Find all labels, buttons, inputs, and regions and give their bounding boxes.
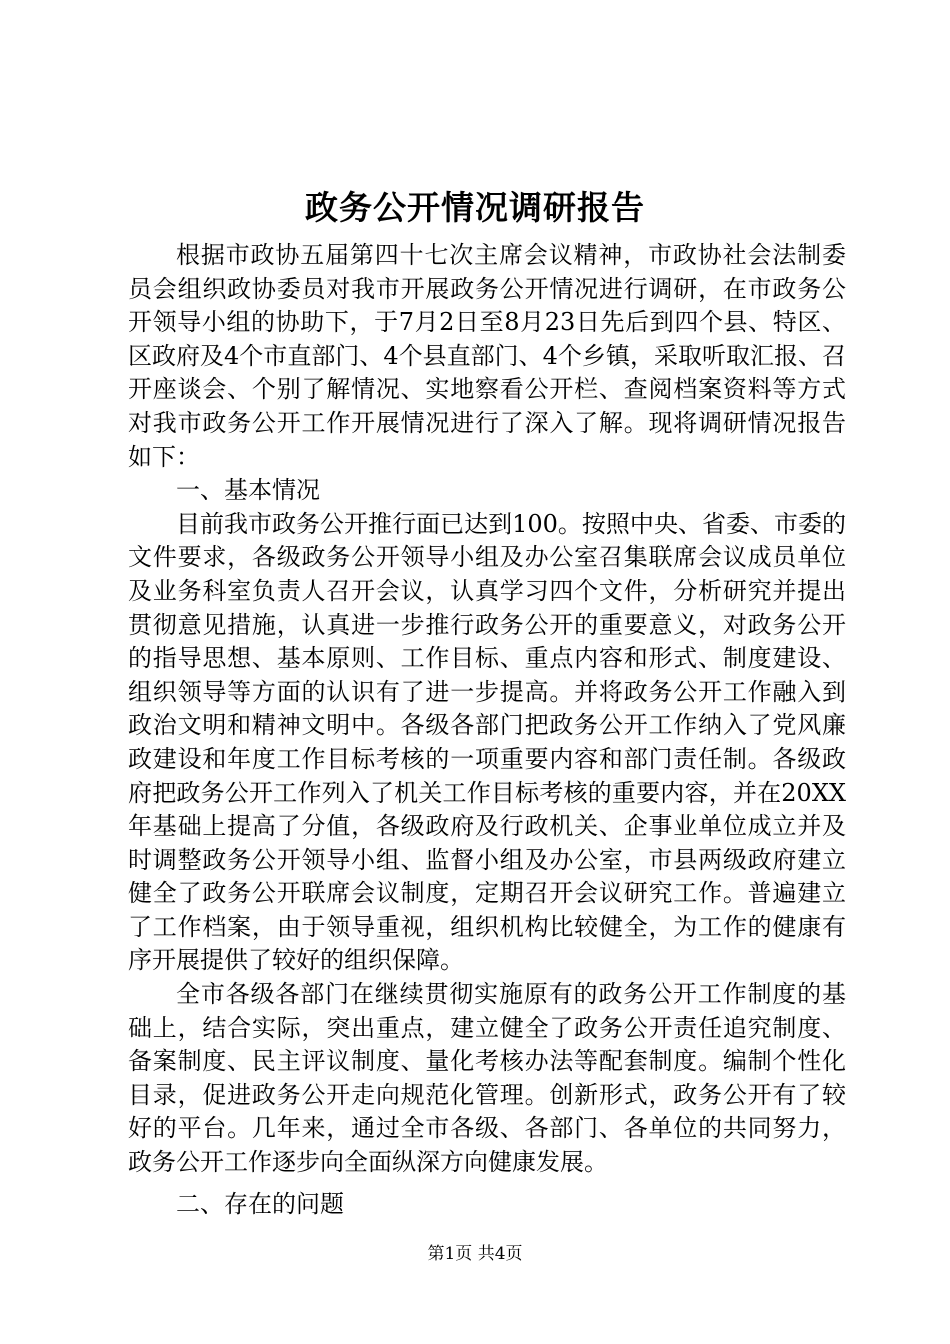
document-title: 政务公开情况调研报告 bbox=[305, 188, 645, 227]
intro-paragraph: 根据市政协五届第四十七次主席会议精神，市政协社会法制委员会组织政协委员对我市开展政务公开情况进行调研，在市政务公开领导小组的协助下，于7月2日至8月23日先后到四个县、特区、区政府及4个市直部门、4个县直部门、4个乡镇，采取听取汇报、召开座谈会、个别了解情况、实地察看公开栏、查阅档案资料等方式对我市政务公开工作开展情况进行了深入了解。现将调研情况报告如下： bbox=[128, 241, 846, 471]
section-heading-basic-situation: 一、基本情况 bbox=[176, 476, 320, 505]
basic-situation-paragraph-1: 目前我市政务公开推行面已达到100。按照中央、省委、市委的文件要求，各级政务公开领导小组及办公室召集联席会议成员单位及业务科室负责人召开会议，认真学习四个文件，分析研究并提出贯彻意见措施，认真进一步推行政务公开的重要意义，对政务公开的指导思想、基本原则、工作目标、重点内容和形式、制度建设、组织领导等方面的认识有了进一步提高。并将政务公开工作融入到政治文明和精神文明中。各级各部门把政务公开工作纳入了党风廉政建设和年度工作目标考核的一项重要内容和部门责任制。各级政府把政务公开工作列入了机关工作目标考核的重要内容，并在20XX年基础上提高了分值，各级政府及行政机关、企事业单位成立并及时调整政务公开领导小组、监督小组及办公室，市县两级政府建立健全了政务公开联席会议制度，定期召开会议研究工作。普遍建立了工作档案，由于领导重视，组织机构比较健全，为工作的健康有序开展提供了较好的组织保障。 bbox=[128, 509, 846, 975]
page-footer: 第1页 共4页 bbox=[427, 1244, 523, 1264]
basic-situation-paragraph-2: 全市各级各部门在继续贯彻实施原有的政务公开工作制度的基础上，结合实际，突出重点，建立健全了政务公开责任追究制度、备案制度、民主评议制度、量化考核办法等配套制度。编制个性化目录，促进政务公开走向规范化管理。创新形式，政务公开有了较好的平台。几年来，通过全市各级、各部门、各单位的共同努力，政务公开工作逐步向全面纵深方向健康发展。 bbox=[128, 980, 846, 1177]
document-body bbox=[128, 239, 846, 1221]
section-heading-existing-problems: 二、存在的问题 bbox=[176, 1189, 344, 1218]
